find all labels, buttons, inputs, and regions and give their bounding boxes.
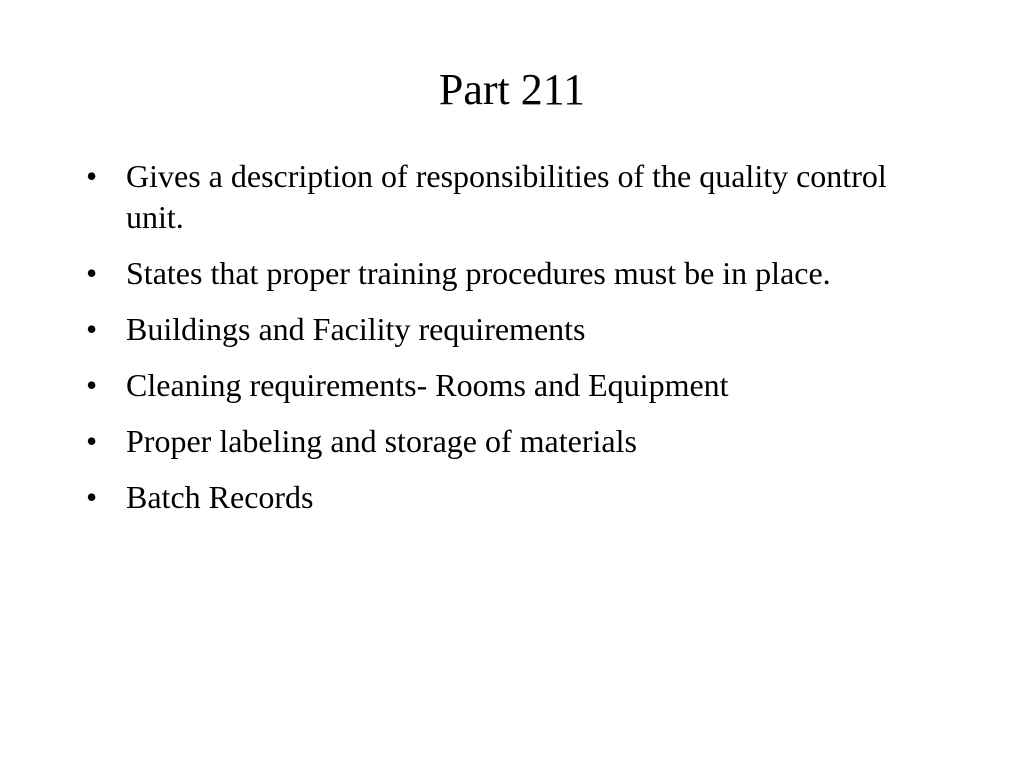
slide-title: Part 211 — [438, 65, 586, 114]
bullet-item-cleaning — [86, 365, 926, 406]
bullet-icon: • — [86, 367, 98, 403]
bullet-text: Buildings and Facility requirements — [126, 311, 586, 347]
bullet-icon: • — [86, 479, 98, 515]
bullet-item-labeling — [86, 421, 926, 462]
bullet-list — [86, 156, 926, 533]
bullet-text: Proper labeling and storage of materials — [126, 423, 637, 459]
bullet-item-batch-records — [86, 477, 926, 518]
bullet-icon: • — [86, 158, 98, 194]
bullet-text: Gives a description of responsibilities of the quality control unit. — [126, 158, 887, 235]
bullet-text: Batch Records — [126, 479, 314, 515]
bullet-text: States that proper training procedures must be in place. — [126, 255, 831, 291]
bullet-item-responsibilities — [86, 156, 926, 238]
bullet-icon: • — [86, 423, 98, 459]
bullet-item-buildings — [86, 309, 926, 350]
bullet-item-training — [86, 253, 926, 294]
bullet-text: Cleaning requirements- Rooms and Equipment — [126, 367, 729, 403]
bullet-icon: • — [86, 255, 98, 291]
bullet-icon: • — [86, 311, 98, 347]
